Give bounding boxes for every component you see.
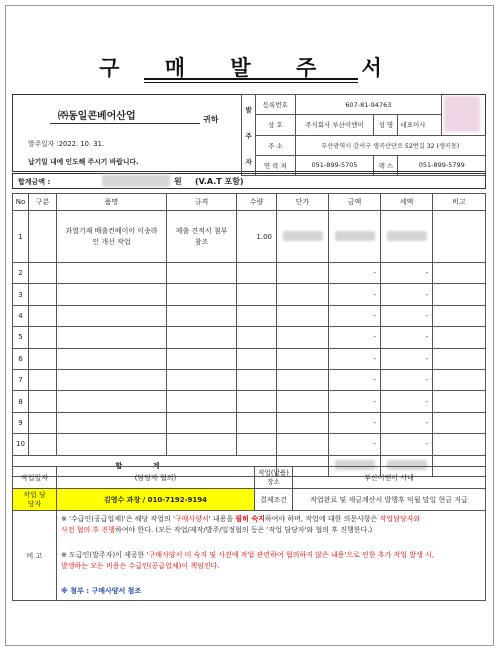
- reg-no-value: 607-81-94763: [295, 95, 442, 115]
- total-amount-unit: 원: [174, 177, 182, 186]
- row-category: [29, 391, 57, 412]
- row-item-name: [57, 284, 167, 305]
- col-unit-price: 단가: [277, 194, 329, 211]
- row-spec: [167, 348, 237, 369]
- col-qty: 수량: [237, 194, 277, 211]
- row-tax: -: [381, 369, 433, 390]
- row-item-name: [57, 263, 167, 284]
- table-row: [13, 369, 486, 390]
- row-no: 10: [13, 434, 29, 455]
- table-row: [13, 412, 486, 433]
- remarks-label: 비 고: [13, 511, 57, 601]
- row-amount: -: [329, 348, 381, 369]
- name-label: 성 명: [374, 115, 398, 135]
- title-underline: [144, 78, 358, 80]
- work-place-value: 부산이엔이 사내: [293, 467, 486, 489]
- row-qty: [237, 391, 277, 412]
- row-category: [29, 412, 57, 433]
- row-amount: -: [329, 434, 381, 455]
- address-label: 주 소: [256, 135, 295, 155]
- row-note: [433, 263, 486, 284]
- row-qty: [237, 327, 277, 348]
- row-tax: -: [381, 284, 433, 305]
- manager-value: 김영수 과장 / 010-7192-9194: [57, 489, 255, 511]
- row-qty: 1.00: [237, 211, 277, 263]
- row-qty: [237, 263, 277, 284]
- row-item-name: 과열기재 배출컨베이어 이송라인 개선 작업: [57, 211, 167, 263]
- row-no: 7: [13, 369, 29, 390]
- work-date-value: (담당자 협의): [57, 467, 255, 489]
- row-unit-price: [277, 211, 329, 263]
- total-amount-box: [12, 173, 486, 189]
- seal-area: [442, 95, 486, 136]
- items-total-label: 합 계: [13, 455, 277, 476]
- row-tax: -: [381, 327, 433, 348]
- row-unit-price: [277, 284, 329, 305]
- orderer-info-table: [241, 94, 486, 176]
- row-category: [29, 284, 57, 305]
- work-place-label: 작업(납품) 장소: [255, 467, 293, 489]
- row-amount: -: [329, 391, 381, 412]
- row-spec: [167, 327, 237, 348]
- row-tax: -: [381, 263, 433, 284]
- row-qty: [237, 434, 277, 455]
- row-spec: [167, 284, 237, 305]
- row-category: [29, 211, 57, 263]
- company-label: 상 호: [256, 115, 295, 135]
- row-item-name: [57, 305, 167, 326]
- seal-blurred: [444, 96, 480, 132]
- row-qty: [237, 369, 277, 390]
- row-unit-price: [277, 412, 329, 433]
- row-item-name: [57, 348, 167, 369]
- table-row: [13, 305, 486, 326]
- total-amount-blurred: [102, 175, 170, 187]
- row-spec: 제출 견적서 첨부참조: [167, 211, 237, 263]
- phone-label: 연 락 처: [256, 155, 295, 175]
- table-row: [13, 327, 486, 348]
- row-item-name: [57, 434, 167, 455]
- row-note: [433, 391, 486, 412]
- recipient-underline: [50, 123, 200, 124]
- col-tax: 세액: [381, 194, 433, 211]
- row-tax: -: [381, 391, 433, 412]
- row-note: [433, 305, 486, 326]
- row-item-name: [57, 327, 167, 348]
- title-underline-thin: [144, 82, 358, 83]
- row-spec: [167, 412, 237, 433]
- address-value: 부산광역시 강서구 생곡산단로 52번길 32 (생곡동): [295, 135, 485, 155]
- row-spec: [167, 391, 237, 412]
- row-note: [433, 434, 486, 455]
- row-note: [433, 284, 486, 305]
- row-qty: [237, 305, 277, 326]
- company-value: 주식회사 부산이엔이: [295, 115, 374, 135]
- row-no: 1: [13, 211, 29, 263]
- row-no: 9: [13, 412, 29, 433]
- row-tax: -: [381, 305, 433, 326]
- phone-value: 051-899-5705: [295, 155, 374, 175]
- work-date-label: 작업일자: [13, 467, 57, 489]
- table-row: [13, 263, 486, 284]
- col-category: 구분: [29, 194, 57, 211]
- table-row: [13, 434, 486, 455]
- unit-price-blurred: [283, 231, 323, 241]
- table-row: [13, 284, 486, 305]
- row-amount: -: [329, 284, 381, 305]
- row-tax: -: [381, 348, 433, 369]
- manager-label: 작업 담당자: [13, 489, 57, 511]
- row-spec: [167, 434, 237, 455]
- name-value: 대표이사: [398, 115, 442, 135]
- row-tax: -: [381, 434, 433, 455]
- row-qty: [237, 412, 277, 433]
- row-amount: -: [329, 305, 381, 326]
- row-spec: [167, 263, 237, 284]
- order-date: 발주일자 :2022. 10. 31.: [28, 140, 105, 148]
- remark-2: ※ 도급인(발주자)이 제공한 '구매사양서 미 숙지 및 사전에 작업 관련하여 협의하지 않은 내용'으로 인한 추가 작업 발생 시, 발생하는 모든 비용은 수급인(공급업체)이 책임진다.: [61, 551, 435, 570]
- row-category: [29, 348, 57, 369]
- col-item-name: 품명: [57, 194, 167, 211]
- row-amount: -: [329, 263, 381, 284]
- row-no: 4: [13, 305, 29, 326]
- row-amount: -: [329, 412, 381, 433]
- delivery-request: 납기일 내에 인도해 주시기 바랍니다.: [28, 158, 139, 166]
- row-spec: [167, 305, 237, 326]
- col-amount: 금액: [329, 194, 381, 211]
- row-note: [433, 211, 486, 263]
- row-unit-price: [277, 263, 329, 284]
- col-no: No: [13, 194, 29, 211]
- row-category: [29, 434, 57, 455]
- document-title: 구 매 발 주 서: [99, 55, 401, 80]
- row-unit-price: [277, 348, 329, 369]
- col-note: 비고: [433, 194, 486, 211]
- order-terms-table: [12, 466, 486, 601]
- row-category: [29, 305, 57, 326]
- row-unit-price: [277, 391, 329, 412]
- vat-note: (V.A.T 포함): [195, 177, 244, 186]
- row-note: [433, 369, 486, 390]
- row-amount: -: [329, 369, 381, 390]
- row-note: [433, 412, 486, 433]
- table-row: [13, 211, 486, 263]
- row-item-name: [57, 391, 167, 412]
- table-row: [13, 391, 486, 412]
- row-category: [29, 327, 57, 348]
- attachment-note: ※ 첨부 : 구매사양서 첨조: [61, 587, 142, 595]
- row-no: 3: [13, 284, 29, 305]
- col-spec: 규격: [167, 194, 237, 211]
- items-header-row: [13, 194, 486, 211]
- row-note: [433, 327, 486, 348]
- row-unit-price: [277, 305, 329, 326]
- items-table: [12, 193, 486, 477]
- payment-value: 작업완료 및 세금계산서 발행후 익월 말일 현금 지급: [293, 489, 486, 511]
- row-item-name: [57, 369, 167, 390]
- payment-label: 결제조건: [255, 489, 293, 511]
- amount-blurred: [335, 231, 375, 241]
- table-row: [13, 348, 486, 369]
- row-no: 6: [13, 348, 29, 369]
- row-unit-price: [277, 434, 329, 455]
- row-item-name: [57, 412, 167, 433]
- row-amount: [329, 211, 381, 263]
- row-no: 8: [13, 391, 29, 412]
- row-spec: [167, 369, 237, 390]
- row-amount: -: [329, 327, 381, 348]
- row-no: 5: [13, 327, 29, 348]
- tax-blurred: [387, 231, 427, 241]
- row-note: [433, 348, 486, 369]
- orderer-vertical-label: 발 주 자: [242, 95, 256, 176]
- fax-label: 팩 스: [374, 155, 398, 175]
- row-qty: [237, 284, 277, 305]
- row-tax: -: [381, 412, 433, 433]
- row-no: 2: [13, 263, 29, 284]
- reg-no-label: 등록번호: [256, 95, 295, 115]
- total-amount-label: 합계금액 :: [18, 178, 51, 186]
- recipient-name: ㈜동일콘베어산업: [58, 111, 136, 122]
- row-unit-price: [277, 327, 329, 348]
- row-qty: [237, 348, 277, 369]
- remarks-content: [57, 511, 486, 601]
- row-category: [29, 263, 57, 284]
- row-category: [29, 369, 57, 390]
- honorific: 귀하: [203, 115, 219, 124]
- row-tax: [381, 211, 433, 263]
- fax-value: 051-899-5799: [398, 155, 486, 175]
- row-unit-price: [277, 369, 329, 390]
- remark-1: ※ '수급인(공급업체)'은 해당 작업의 '구매사양서' 내용을 필히 숙지하여야 하며, 작업에 대한 의문사항은 작업담당자와 사전 협의 후 진행하여야 한다. (모든 작업/제작/발주/일정협의 등은 '작업 담당자'와 협의 후 진행한다.): [61, 515, 421, 534]
